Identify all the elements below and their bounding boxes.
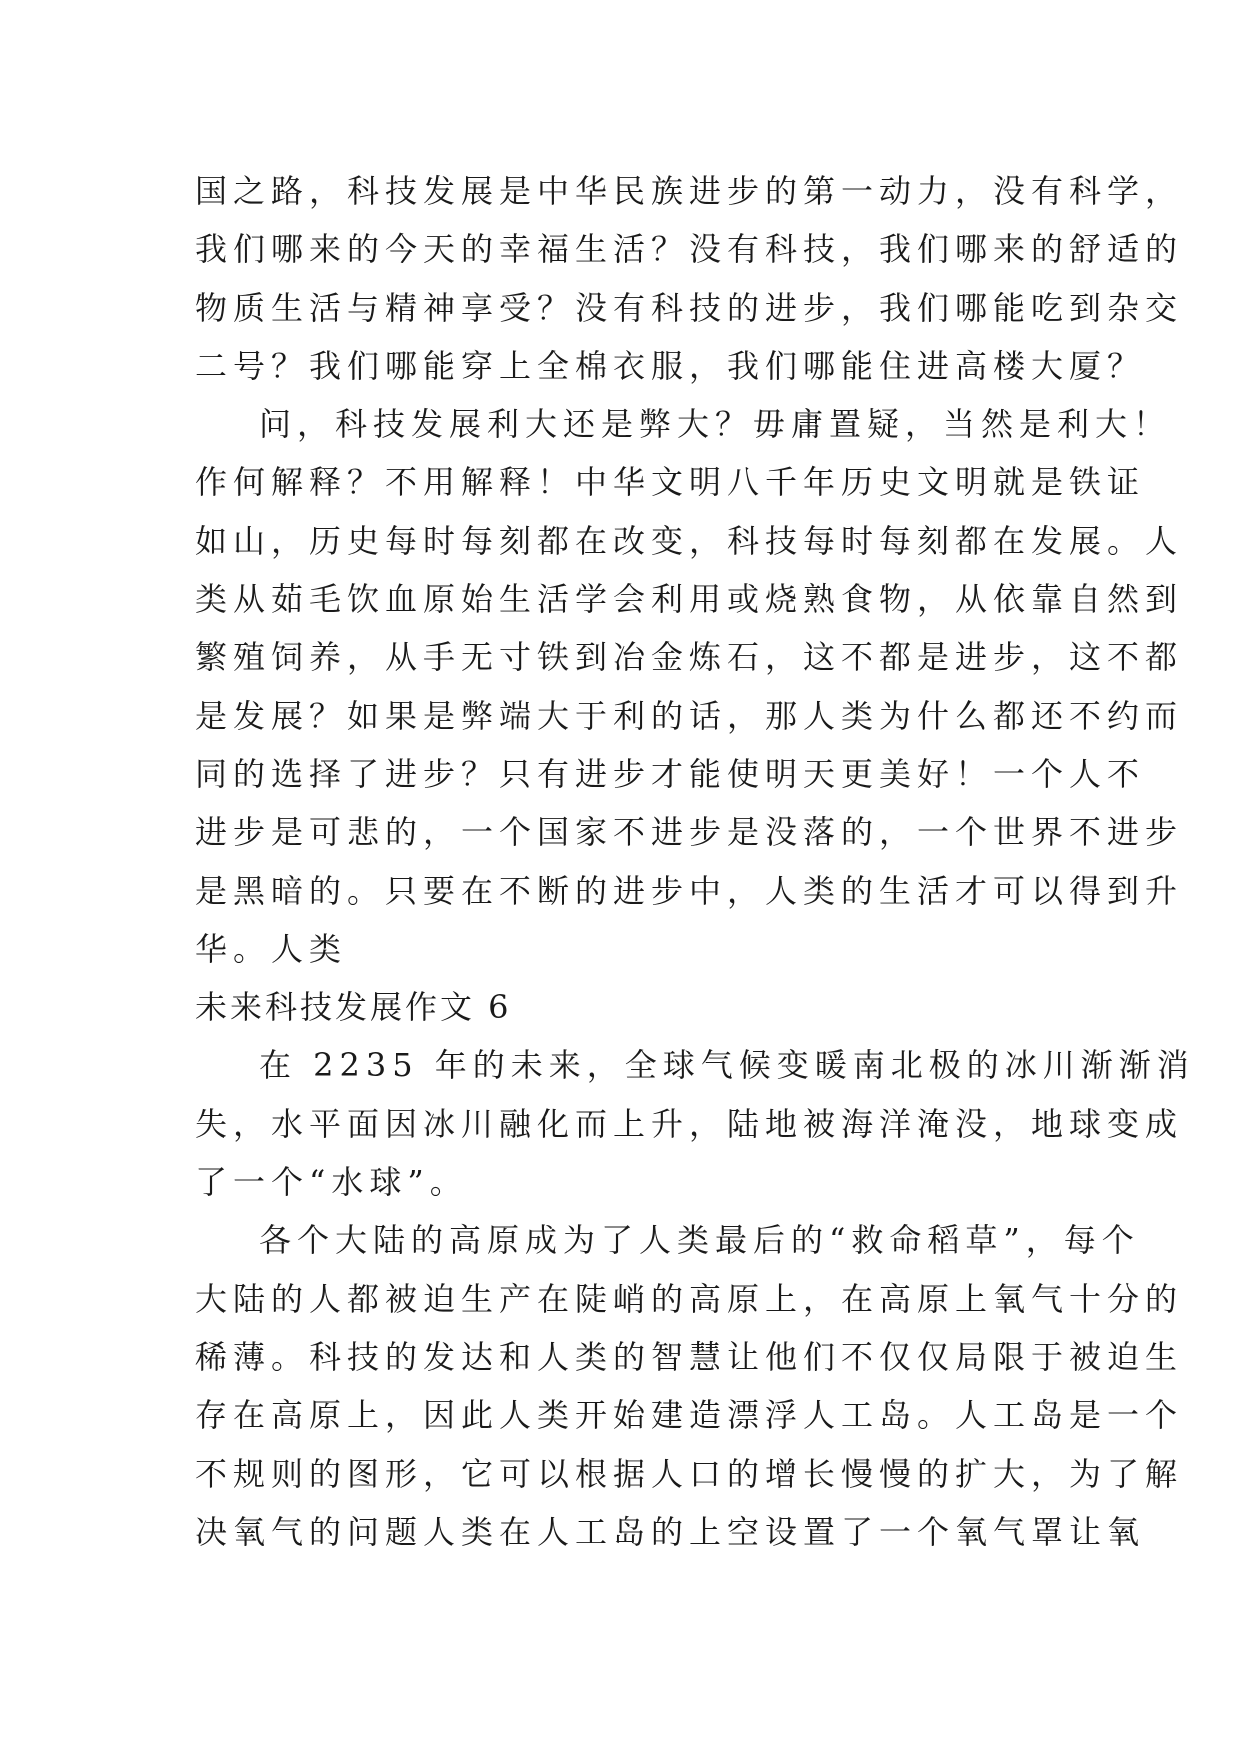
text-line: 华。人类	[195, 929, 348, 968]
text-line: 大陆的人都被迫生产在陡峭的高原上，在高原上氧气十分的	[195, 1279, 1184, 1318]
section-heading: 未来科技发展作文 6	[195, 988, 512, 1027]
text-line: 繁殖饲养，从手无寸铁到冶金炼石，这不都是进步，这不都	[195, 638, 1184, 677]
text-line: 是黑暗的。只要在不断的进步中，人类的生活才可以得到升	[195, 871, 1184, 910]
text-line: 作何解释？不用解释！中华文明八千年历史文明就是铁证	[195, 463, 1146, 502]
text-line: 问，科技发展利大还是弊大？毋庸置疑，当然是利大！	[259, 405, 1172, 444]
text-line: 决氧气的问题人类在人工岛的上空设置了一个氧气罩让氧	[195, 1512, 1146, 1551]
text-line: 我们哪来的今天的幸福生活？没有科技，我们哪来的舒适的	[195, 230, 1184, 269]
text-line: 失，水平面因冰川融化而上升，陆地被海洋淹没，地球变成	[195, 1104, 1184, 1143]
text-line: 稀薄。科技的发达和人类的智慧让他们不仅仅局限于被迫生	[195, 1337, 1184, 1376]
text-line: 物质生活与精神享受？没有科技的进步，我们哪能吃到杂交	[195, 288, 1184, 327]
text-line: 如山，历史每时每刻都在改变，科技每时每刻都在发展。人	[195, 521, 1184, 560]
text-line: 进步是可悲的，一个国家不进步是没落的，一个世界不进步	[195, 813, 1184, 852]
text-line: 各个大陆的高原成为了人类最后的“救命稻草”，每个	[259, 1221, 1140, 1260]
text-line: 类从茹毛饮血原始生活学会利用或烧熟食物，从依靠自然到	[195, 580, 1184, 619]
document-body	[195, 162, 1195, 1561]
text-line: 是发展？如果是弊端大于利的话，那人类为什么都还不约而	[195, 696, 1184, 735]
text-line: 在 2235 年的未来，全球气候变暖南北极的冰川渐渐消	[259, 1046, 1195, 1085]
text-line: 了一个“水球”。	[195, 1163, 468, 1202]
text-line: 存在高原上，因此人类开始建造漂浮人工岛。人工岛是一个	[195, 1396, 1184, 1435]
text-line: 同的选择了进步？只有进步才能使明天更美好！一个人不	[195, 754, 1146, 793]
text-line: 不规则的图形，它可以根据人口的增长慢慢的扩大，为了解	[195, 1454, 1184, 1493]
text-line: 二号？我们哪能穿上全棉衣服，我们哪能住进高楼大厦？	[195, 346, 1146, 385]
text-line: 国之路，科技发展是中华民族进步的第一动力，没有科学，	[195, 172, 1184, 210]
